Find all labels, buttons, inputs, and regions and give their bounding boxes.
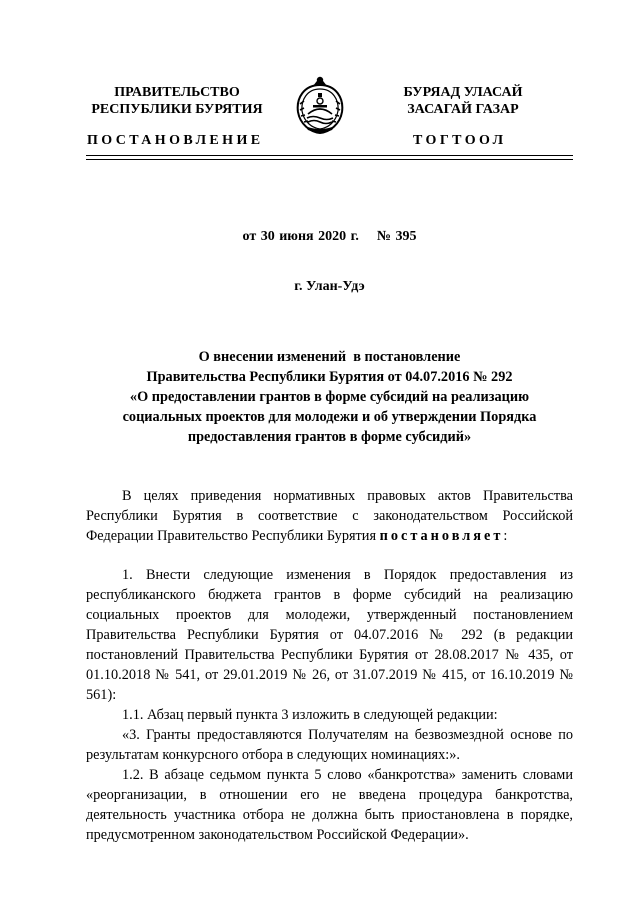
- header-right-buryat: [363, 84, 563, 118]
- preamble-text: В целях приведения нормативных правовых актов Правительства Республики Бурятия в соответствие с законодательством Российской Федерации Правительство Республики Бурятия: [86, 488, 573, 544]
- title-line-2: Правительства Республики Бурятия от 04.07.2016 № 292: [146, 369, 513, 385]
- city: г. Улан-Удэ: [294, 279, 365, 294]
- date-and-number: от 30 июня 2020 г. № 395: [242, 229, 417, 244]
- title-line-4: социальных проектов для молодежи и об утверждении Порядка: [122, 409, 537, 425]
- doc-type-russian: ПОСТАНОВЛЕНИЕ: [87, 133, 264, 148]
- header-divider-thick: [86, 155, 573, 156]
- header-left-line-2: РЕСПУБЛИКИ БУРЯТИЯ: [91, 102, 263, 117]
- header-divider-thin: [86, 159, 573, 160]
- title-line-1: О внесении изменений в постановление: [198, 349, 461, 365]
- header-right-line-2: ЗАСАГАЙ ГАЗАР: [407, 102, 519, 117]
- coat-of-arms-icon: [291, 74, 349, 136]
- header-right-line-1: БУРЯАД УЛАСАЙ: [403, 85, 523, 100]
- preamble-paragraph: [86, 486, 573, 546]
- paragraph-1-2: 1.2. В абзаце седьмом пункта 5 слово «банкротства» заменить словами «реорганизации, в отношении его не введена процедура банкротства, деятельность участника отбора не должна быть приостановлена в порядке, предусмотренном законодательством Российской Федерации».: [86, 767, 573, 843]
- header-left-russian: [77, 84, 277, 118]
- preamble-resolves: постановляет: [379, 528, 504, 544]
- doc-type-buryat: ТОГТООЛ: [413, 133, 507, 148]
- paragraph-1-1-quote: «3. Гранты предоставляются Получателям на безвозмездной основе по результатам конкурсного отбора в следующих номинациях:».: [86, 727, 573, 763]
- title-line-5: предоставления грантов в форме субсидий»: [187, 429, 472, 445]
- document-body: [86, 486, 573, 845]
- title-line-3: «О предоставлении грантов в форме субсидий на реализацию: [129, 389, 530, 405]
- header-left-line-1: ПРАВИТЕЛЬСТВО: [114, 85, 240, 100]
- paragraph-1: 1. Внести следующие изменения в Порядок предоставления из республиканского бюджета грантов в форме субсидий на реализацию социальных проектов для молодежи, утвержденный постановлением Правительства Республики Бурятия от 04.07.2016 № 292 (в редакции постановлений Правительства Республики Бурятия от 28.08.2017 № 435, от 01.10.2018 № 541, от 29.01.2019 № 26, от 31.07.2019 № 415, от 16.10.2019 № 561):: [86, 567, 573, 703]
- paragraph-1-1: 1.1. Абзац первый пункта 3 изложить в следующей редакции:: [122, 707, 498, 723]
- document-title: [86, 347, 573, 447]
- preamble-end: :: [503, 528, 508, 544]
